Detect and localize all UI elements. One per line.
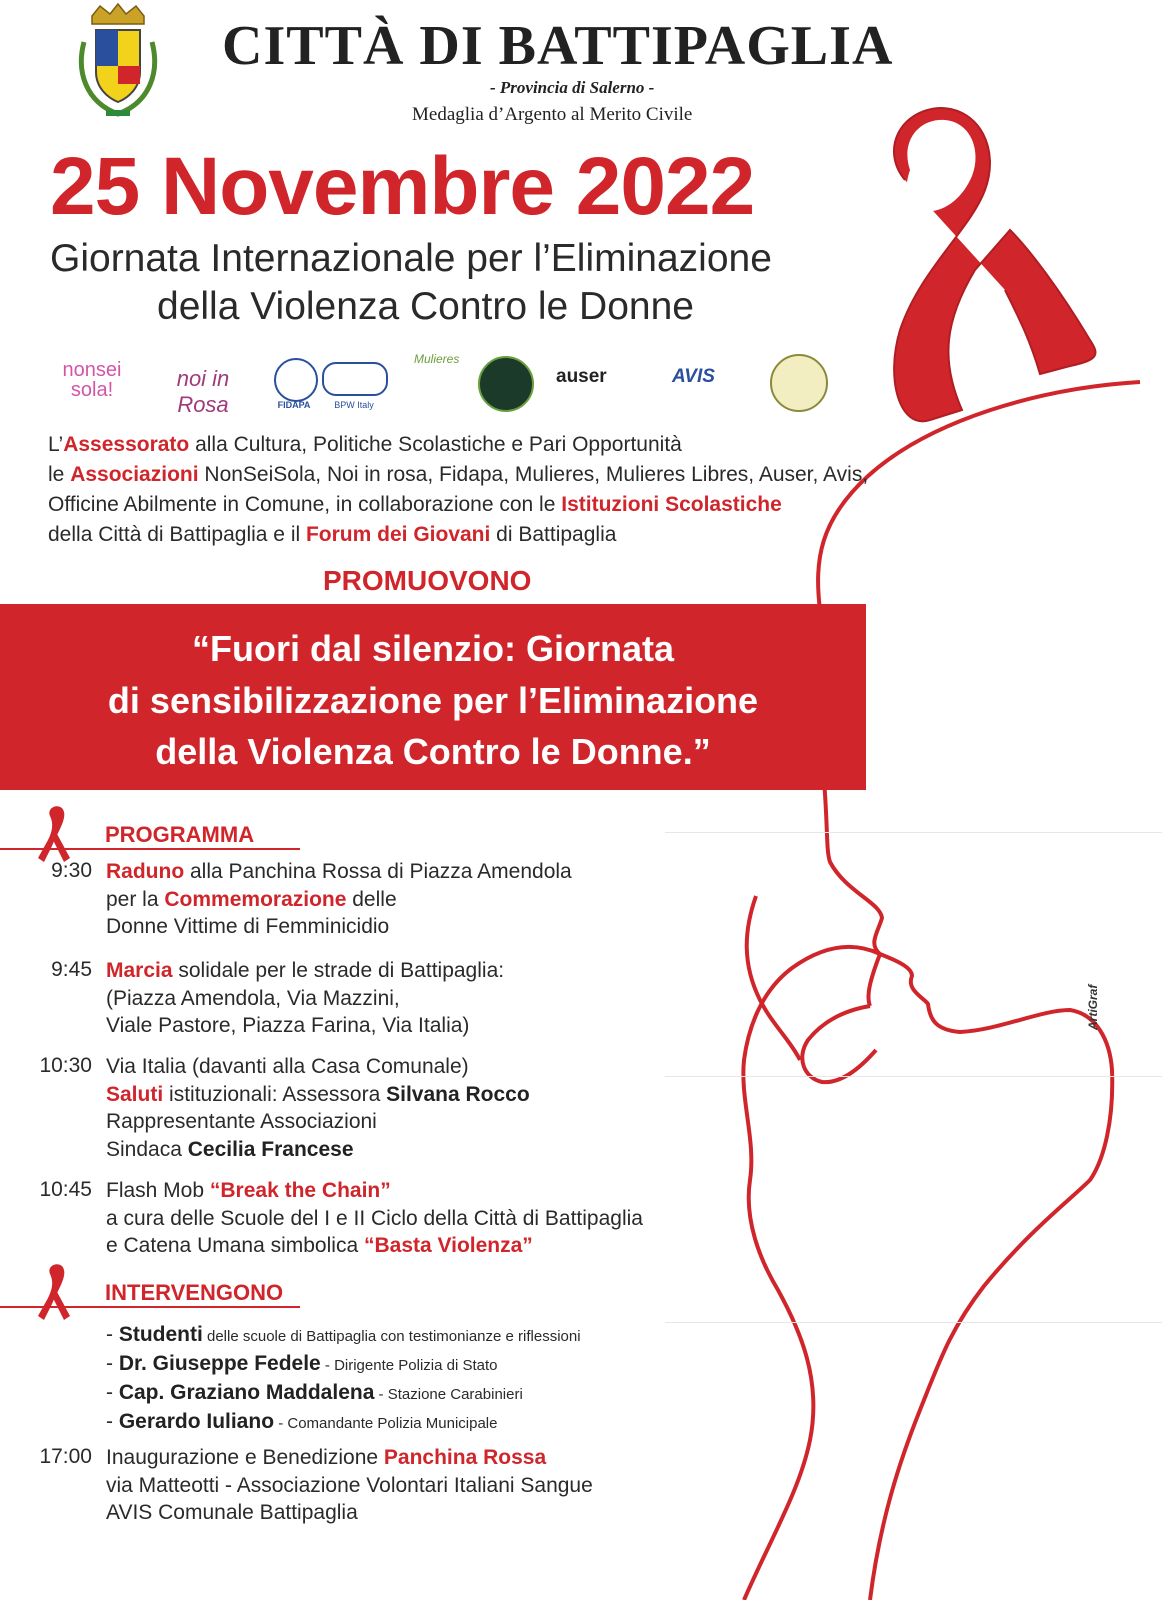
banner-line-3: della Violenza Contro le Donne.” bbox=[155, 731, 711, 772]
intro-paragraph bbox=[48, 430, 878, 550]
bpw-logo bbox=[322, 362, 388, 396]
speaker-name: Dr. Giuseppe Fedele bbox=[118, 1352, 321, 1375]
intervengono-heading: INTERVENGONO bbox=[105, 1280, 284, 1305]
intervengono-underline bbox=[0, 1306, 300, 1308]
fidapa-logo-label: FIDAPA bbox=[277, 400, 311, 410]
marcia-highlight: Marcia bbox=[106, 959, 173, 982]
program-item-3-line-4-pre: Sindaca bbox=[106, 1137, 188, 1161]
final-item-line-2: via Matteotti - Associazione Volontari Italiani Sangue bbox=[106, 1473, 593, 1497]
raduno-highlight: Raduno bbox=[106, 860, 185, 883]
nonseisola-logo-line-2: sola! bbox=[70, 379, 114, 401]
city-crest-emblem bbox=[70, 2, 166, 122]
intro-line-2-post: NonSeiSola, Noi in rosa, Fidapa, Mulieres, Mulieres Libres, Auser, Avis, bbox=[198, 463, 869, 486]
time-label: 10:30 bbox=[39, 1054, 92, 1077]
intro-line-1-post: alla Cultura, Politiche Scolastiche e Pari Opportunità bbox=[189, 433, 682, 456]
speaker-item bbox=[106, 1408, 581, 1437]
intro-line-3-pre: Officine Abilmente in Comune, in collaborazione con le bbox=[48, 493, 562, 516]
speaker-name: Gerardo Iuliano bbox=[118, 1410, 275, 1433]
bpw-logo-label: BPW Italy bbox=[334, 400, 374, 410]
banner-line-2: di sensibilizzazione per l’Eliminazione bbox=[107, 680, 759, 721]
program-item-4 bbox=[106, 1177, 643, 1260]
divider bbox=[665, 832, 1162, 833]
speaker-dash: - bbox=[106, 1410, 119, 1433]
program-item-2-line-2: (Piazza Amendola, Via Mazzini, bbox=[106, 986, 400, 1010]
program-item-2-line-1-post: solidale per le strade di Battipaglia: bbox=[172, 959, 505, 982]
program-item-3 bbox=[106, 1053, 530, 1163]
final-item-line-1 bbox=[106, 1444, 593, 1472]
panchina-rossa-highlight: Panchina Rossa bbox=[383, 1446, 547, 1469]
banner-line-1: “Fuori dal silenzio: Giornata bbox=[191, 628, 675, 669]
speaker-role: delle scuole di Battipaglia con testimonianze e riflessioni bbox=[202, 1328, 581, 1345]
speaker-dash: - bbox=[106, 1381, 119, 1404]
artist-signature: ArtiGraf bbox=[1086, 984, 1100, 1030]
speaker-item bbox=[106, 1379, 581, 1408]
program-item-3-line-1: Via Italia (davanti alla Casa Comunale) bbox=[106, 1055, 469, 1078]
program-item-1-line-3: Donne Vittime di Femminicidio bbox=[106, 915, 390, 938]
event-subtitle-line-2: della Violenza Contro le Donne bbox=[157, 285, 694, 328]
program-item-1-line-1 bbox=[106, 858, 572, 886]
fidapa-logo bbox=[274, 358, 318, 402]
speaker-dash: - bbox=[106, 1323, 119, 1346]
intro-assessorato: Assessorato bbox=[63, 433, 190, 456]
city-title: CITTÀ DI BATTIPAGLIA bbox=[222, 15, 894, 77]
programma-underline bbox=[0, 848, 300, 850]
intro-line-2 bbox=[48, 460, 878, 490]
intro-line-1-pre: L’ bbox=[48, 433, 64, 456]
speaker-name: Cap. Graziano Maddalena bbox=[118, 1381, 375, 1404]
final-item bbox=[106, 1444, 593, 1527]
program-item-4-line-3 bbox=[106, 1232, 643, 1260]
program-item-1-line-1-post: alla Panchina Rossa di Piazza Amendola bbox=[184, 860, 572, 883]
mulieres-logo: Mulieres bbox=[414, 352, 460, 366]
province-label: - Provincia di Salerno - bbox=[490, 78, 655, 97]
basta-violenza-highlight: “Basta Violenza” bbox=[363, 1234, 533, 1257]
program-item-2-line-1 bbox=[106, 957, 504, 985]
program-item-3-line-3: Rappresentante Associazioni bbox=[106, 1110, 377, 1133]
ribbon-icon bbox=[34, 1260, 78, 1326]
intro-line-4 bbox=[48, 520, 878, 550]
speaker-dash: - bbox=[106, 1352, 119, 1375]
sindaca-name: Cecilia Francese bbox=[187, 1137, 354, 1161]
intro-forum: Forum dei Giovani bbox=[305, 523, 491, 546]
program-item-1-line-2 bbox=[106, 886, 572, 914]
time-label: 9:30 bbox=[51, 859, 92, 882]
speakers-list bbox=[106, 1321, 581, 1437]
time-label: 10:45 bbox=[39, 1178, 92, 1201]
final-item-line-3: AVIS Comunale Battipaglia bbox=[106, 1501, 358, 1524]
program-item-4-line-1 bbox=[106, 1177, 643, 1205]
program-item-1-line-2-post: delle bbox=[346, 887, 397, 911]
program-item-1-line-2-pre: per la bbox=[106, 887, 165, 911]
medal-label: Medaglia d’Argento al Merito Civile bbox=[412, 104, 693, 125]
nonseisola-logo-line-1: nonsei bbox=[62, 359, 122, 381]
intro-line-4-post: di Battipaglia bbox=[490, 523, 617, 546]
noi-in-rosa-logo: noi in Rosa bbox=[176, 366, 230, 417]
speaker-name: Studenti bbox=[118, 1323, 203, 1346]
mulieres-libres-logo bbox=[478, 356, 534, 412]
assessora-name: Silvana Rocco bbox=[386, 1082, 530, 1106]
nonseisola-logo bbox=[52, 352, 132, 420]
promuovono-heading: PROMUOVONO bbox=[323, 565, 532, 596]
divider bbox=[665, 1322, 1162, 1323]
program-item-4-line-1-pre: Flash Mob bbox=[106, 1179, 210, 1202]
avis-logo: AVIS bbox=[672, 366, 715, 387]
programma-heading: PROGRAMMA bbox=[105, 822, 255, 847]
program-item-3-line-4 bbox=[106, 1136, 530, 1164]
commemorazione-highlight: Commemorazione bbox=[164, 887, 347, 911]
auser-logo: auser bbox=[556, 366, 607, 387]
program-item-2-line-3: Viale Pastore, Piazza Farina, Via Italia) bbox=[106, 1014, 470, 1037]
break-the-chain-highlight: “Break the Chain” bbox=[209, 1179, 391, 1202]
speaker-item bbox=[106, 1321, 581, 1350]
event-subtitle-line-1: Giornata Internazionale per l’Eliminazione bbox=[50, 237, 772, 280]
speaker-role: - Stazione Carabinieri bbox=[374, 1386, 523, 1403]
intro-line-3 bbox=[48, 490, 878, 520]
intro-line-2-pre: le bbox=[48, 463, 71, 486]
speaker-item bbox=[106, 1350, 581, 1379]
speaker-role: - Dirigente Polizia di Stato bbox=[320, 1357, 498, 1374]
program-item-3-line-2-post: istituzionali: Assessora bbox=[163, 1082, 387, 1106]
final-item-line-1-pre: Inaugurazione e Benedizione bbox=[106, 1446, 384, 1469]
program-item-2 bbox=[106, 957, 504, 1040]
saluti-highlight: Saluti bbox=[106, 1082, 164, 1106]
time-label: 17:00 bbox=[39, 1445, 92, 1468]
program-item-4-line-2: a cura delle Scuole del I e II Ciclo della Città di Battipaglia bbox=[106, 1206, 643, 1230]
speaker-role: - Comandante Polizia Municipale bbox=[274, 1415, 498, 1432]
program-item-4-line-3-pre: e Catena Umana simbolica bbox=[106, 1234, 364, 1257]
intro-istituzioni: Istituzioni Scolastiche bbox=[561, 493, 782, 516]
intro-line-4-pre: della Città di Battipaglia e il bbox=[48, 523, 306, 546]
time-label: 9:45 bbox=[51, 958, 92, 981]
divider bbox=[665, 1076, 1162, 1077]
program-item-1 bbox=[106, 858, 572, 941]
officine-abilmente-logo bbox=[770, 354, 828, 412]
intro-associazioni: Associazioni bbox=[70, 463, 199, 486]
intro-line-1 bbox=[48, 430, 878, 460]
program-item-3-line-2 bbox=[106, 1081, 530, 1109]
event-date: 25 Novembre 2022 bbox=[50, 141, 755, 232]
